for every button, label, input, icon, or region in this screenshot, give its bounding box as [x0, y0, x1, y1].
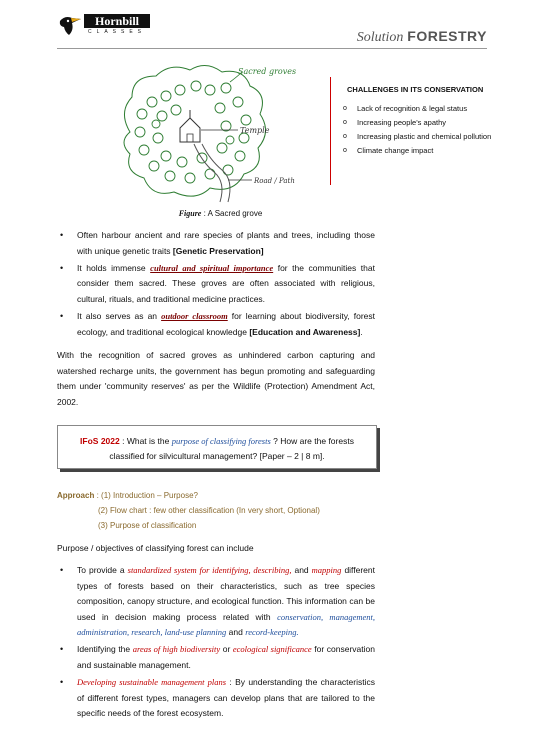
approach-step: (2) Flow chart : few other classification (In very short, Optional)	[98, 506, 320, 515]
exam-tag: IFoS 2022	[80, 436, 120, 446]
brand-name: Hornbill	[84, 14, 150, 28]
list-item: o Lack of recognition & legal status	[343, 104, 468, 113]
approach-step: (3) Purpose of classification	[98, 521, 197, 530]
section-prefix: Solution	[356, 30, 404, 45]
list-item: • Developing sustainable management plans : By understanding the characteristics of different forest types, managers can develop plans that are tailored to the specific needs of the forest ecosystem.	[60, 677, 375, 719]
approach-step: : (1) Introduction – Purpose?	[96, 491, 198, 500]
hornbill-bird-icon	[57, 12, 83, 38]
hornbill-logo	[57, 12, 152, 38]
list-item: • Identifying the areas of high biodiversity or ecological significance for conservation and sustainable management.	[60, 644, 375, 671]
approach-block	[57, 488, 320, 533]
purpose-points	[57, 563, 375, 723]
label-sacred-groves: Sacred groves	[238, 67, 297, 76]
figure-caption	[0, 209, 441, 218]
list-item: • Often harbour ancient and rare species of plants and trees, including those with unique genetic traits [Genetic Preservation]	[60, 230, 375, 256]
sacred-grove-sketch	[110, 62, 310, 208]
list-item: o Increasing plastic and chemical pollution	[343, 132, 492, 141]
approach-label: Approach	[57, 491, 95, 500]
list-item: • To provide a standardized system for identifying, describing, and mapping different types of forests based on their characteristics, such as tree species composition, canopy structure, and ecological function. This information can be used in decision making process related with conservation, management, administration, research, land-use planning and record-keeping.	[60, 565, 375, 638]
question-box	[57, 425, 377, 469]
brand-subtitle: CLASSES	[87, 29, 147, 35]
sacred-grove-points	[57, 228, 375, 342]
purpose-heading: Purpose / objectives of classifying forest can include	[57, 543, 254, 553]
label-road-path: Road / Path	[254, 177, 295, 185]
question-text: IFoS 2022 : What is the purpose of classifying forests ? How are the forests classified for silvicultural management? [Paper – 2 | 8 m].	[80, 436, 354, 461]
list-item: • It also serves as an outdoor classroom for learning about biodiversity, forest ecology, and traditional ecological knowledge [Education and Awareness].	[60, 310, 375, 337]
label-temple: Temple	[240, 126, 270, 135]
figure-caption-prefix: Figure	[178, 209, 202, 218]
section-title: FORESTRY	[407, 28, 487, 44]
list-item: o Increasing people's apathy	[343, 118, 446, 127]
section-header	[357, 28, 487, 46]
recognition-paragraph: With the recognition of sacred groves as unhindered carbon capturing and watershed recharge units, the government has begun promoting and safeguarding them under 'community reserves' as per the Wildlife (Protection) Amendment Act, 2002.	[57, 350, 375, 407]
header-divider	[57, 48, 487, 49]
challenges-list	[341, 102, 501, 158]
figure-caption-text: : A Sacred grove	[203, 209, 263, 218]
challenges-title: CHALLENGES IN ITS CONSERVATION	[347, 85, 484, 94]
list-item: o Climate change impact	[343, 146, 434, 155]
challenges-box	[330, 77, 501, 185]
list-item: • It holds immense cultural and spiritual importance for the communities that consider them sacred. These groves are often associated with religious, cultural, rituals, and traditional medicine practices.	[60, 262, 375, 304]
